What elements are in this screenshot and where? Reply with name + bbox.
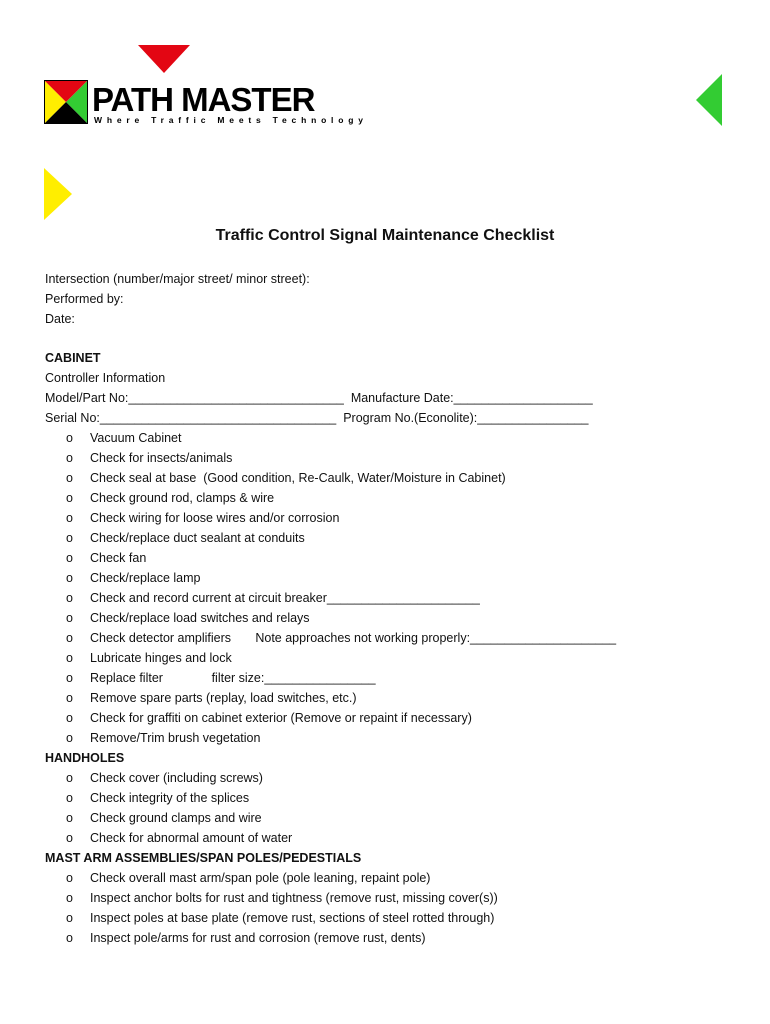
checklist-item-text: Remove/Trim brush vegetation bbox=[90, 731, 261, 745]
checklist-item bbox=[66, 468, 506, 488]
bullet-icon: o bbox=[66, 691, 73, 705]
checklist-item-text: Check/replace load switches and relays bbox=[90, 611, 310, 625]
checklist-item-text: Check ground rod, clamps & wire bbox=[90, 491, 275, 505]
bullet-icon: o bbox=[66, 591, 73, 605]
bullet-icon: o bbox=[66, 631, 73, 645]
checklist-item bbox=[66, 868, 430, 888]
checklist-item bbox=[66, 508, 339, 528]
intersection-field: Intersection (number/major street/ minor street): bbox=[45, 272, 310, 286]
checklist-item bbox=[66, 688, 357, 708]
checklist-item-text: Check and record current at circuit breaker______________________ bbox=[90, 591, 480, 605]
mast-heading: MAST ARM ASSEMBLIES/SPAN POLES/PEDESTIALS bbox=[45, 851, 362, 865]
green-arrow-icon bbox=[696, 74, 722, 126]
checklist-item bbox=[66, 528, 305, 548]
bullet-icon: o bbox=[66, 811, 73, 825]
checklist-item bbox=[66, 488, 274, 508]
performed-by-field: Performed by: bbox=[45, 292, 124, 306]
checklist-item bbox=[66, 588, 480, 608]
bullet-icon: o bbox=[66, 471, 73, 485]
bullet-icon: o bbox=[66, 431, 73, 445]
bullet-icon: o bbox=[66, 451, 73, 465]
checklist-item bbox=[66, 628, 616, 648]
checklist-item-text: Replace filter filter size:________________ bbox=[90, 671, 376, 685]
bullet-icon: o bbox=[66, 831, 73, 845]
yellow-arrow-icon bbox=[44, 168, 72, 220]
checklist-item bbox=[66, 808, 262, 828]
date-field: Date: bbox=[45, 312, 75, 326]
bullet-icon: o bbox=[66, 931, 73, 945]
bullet-icon: o bbox=[66, 771, 73, 785]
checklist-item-text: Check/replace lamp bbox=[90, 571, 201, 585]
controller-info-label: Controller Information bbox=[45, 371, 166, 385]
checklist-item bbox=[66, 568, 200, 588]
checklist-item-text: Inspect pole/arms for rust and corrosion (remove rust, dents) bbox=[90, 931, 426, 945]
bullet-icon: o bbox=[66, 871, 73, 885]
checklist-item-text: Vacuum Cabinet bbox=[90, 431, 182, 445]
checklist-item-text: Check seal at base (Good condition, Re-Caulk, Water/Moisture in Cabinet) bbox=[90, 471, 506, 485]
bullet-icon: o bbox=[66, 511, 73, 525]
serial-line: Serial No:__________________________________ Program No.(Econolite):________________ bbox=[45, 411, 589, 425]
bullet-icon: o bbox=[66, 571, 73, 585]
cabinet-heading: CABINET bbox=[45, 351, 101, 365]
checklist-item bbox=[66, 548, 146, 568]
checklist-item-text: Check wiring for loose wires and/or corrosion bbox=[90, 511, 340, 525]
checklist-item bbox=[66, 928, 426, 948]
checklist-item-text: Remove spare parts (replay, load switches, etc.) bbox=[90, 691, 357, 705]
checklist-item-text: Check detector amplifiers Note approaches not working properly:_____________________ bbox=[90, 631, 617, 645]
bullet-icon: o bbox=[66, 671, 73, 685]
page-title: Traffic Control Signal Maintenance Checklist bbox=[215, 227, 555, 244]
bullet-icon: o bbox=[66, 651, 73, 665]
checklist-item bbox=[66, 908, 494, 928]
logo-tagline: Where Traffic Meets Technology bbox=[94, 115, 368, 125]
checklist-item-text: Check fan bbox=[90, 551, 147, 565]
checklist-item bbox=[66, 648, 232, 668]
bullet-icon: o bbox=[66, 911, 73, 925]
red-arrow-icon bbox=[138, 45, 190, 73]
bullet-icon: o bbox=[66, 891, 73, 905]
bullet-icon: o bbox=[66, 551, 73, 565]
model-line: Model/Part No:_______________________________ Manufacture Date:____________________ bbox=[45, 391, 593, 405]
handholes-heading: HANDHOLES bbox=[45, 751, 125, 765]
checklist-item-text: Check/replace duct sealant at conduits bbox=[90, 531, 305, 545]
checklist-item bbox=[66, 888, 498, 908]
bullet-icon: o bbox=[66, 611, 73, 625]
logo-name: PATH MASTER bbox=[92, 81, 315, 118]
bullet-icon: o bbox=[66, 531, 73, 545]
checklist-item-text: Check cover (including screws) bbox=[90, 771, 263, 785]
checklist-item bbox=[66, 448, 232, 468]
checklist-item bbox=[66, 788, 249, 808]
checklist-item-text: Check for abnormal amount of water bbox=[90, 831, 293, 845]
logo-mark-icon bbox=[44, 80, 88, 124]
bullet-icon: o bbox=[66, 791, 73, 805]
checklist-item-text: Lubricate hinges and lock bbox=[90, 651, 232, 665]
checklist-item bbox=[66, 708, 472, 728]
checklist-item bbox=[66, 608, 310, 628]
checklist-item bbox=[66, 728, 260, 748]
checklist-item bbox=[66, 768, 263, 788]
checklist-item-text: Check ground clamps and wire bbox=[90, 811, 262, 825]
checklist-item-text: Check for insects/animals bbox=[90, 451, 233, 465]
checklist-item-text: Inspect anchor bolts for rust and tightness (remove rust, missing cover(s)) bbox=[90, 891, 498, 905]
checklist-item-text: Check integrity of the splices bbox=[90, 791, 250, 805]
checklist-item bbox=[66, 428, 182, 448]
checklist-item-text: Check overall mast arm/span pole (pole leaning, repaint pole) bbox=[90, 871, 431, 885]
checklist-item bbox=[66, 828, 292, 848]
checklist-item bbox=[66, 668, 376, 688]
bullet-icon: o bbox=[66, 491, 73, 505]
checklist-item-text: Inspect poles at base plate (remove rust, sections of steel rotted through) bbox=[90, 911, 495, 925]
bullet-icon: o bbox=[66, 731, 73, 745]
bullet-icon: o bbox=[66, 711, 73, 725]
checklist-item-text: Check for graffiti on cabinet exterior (Remove or repaint if necessary) bbox=[90, 711, 472, 725]
